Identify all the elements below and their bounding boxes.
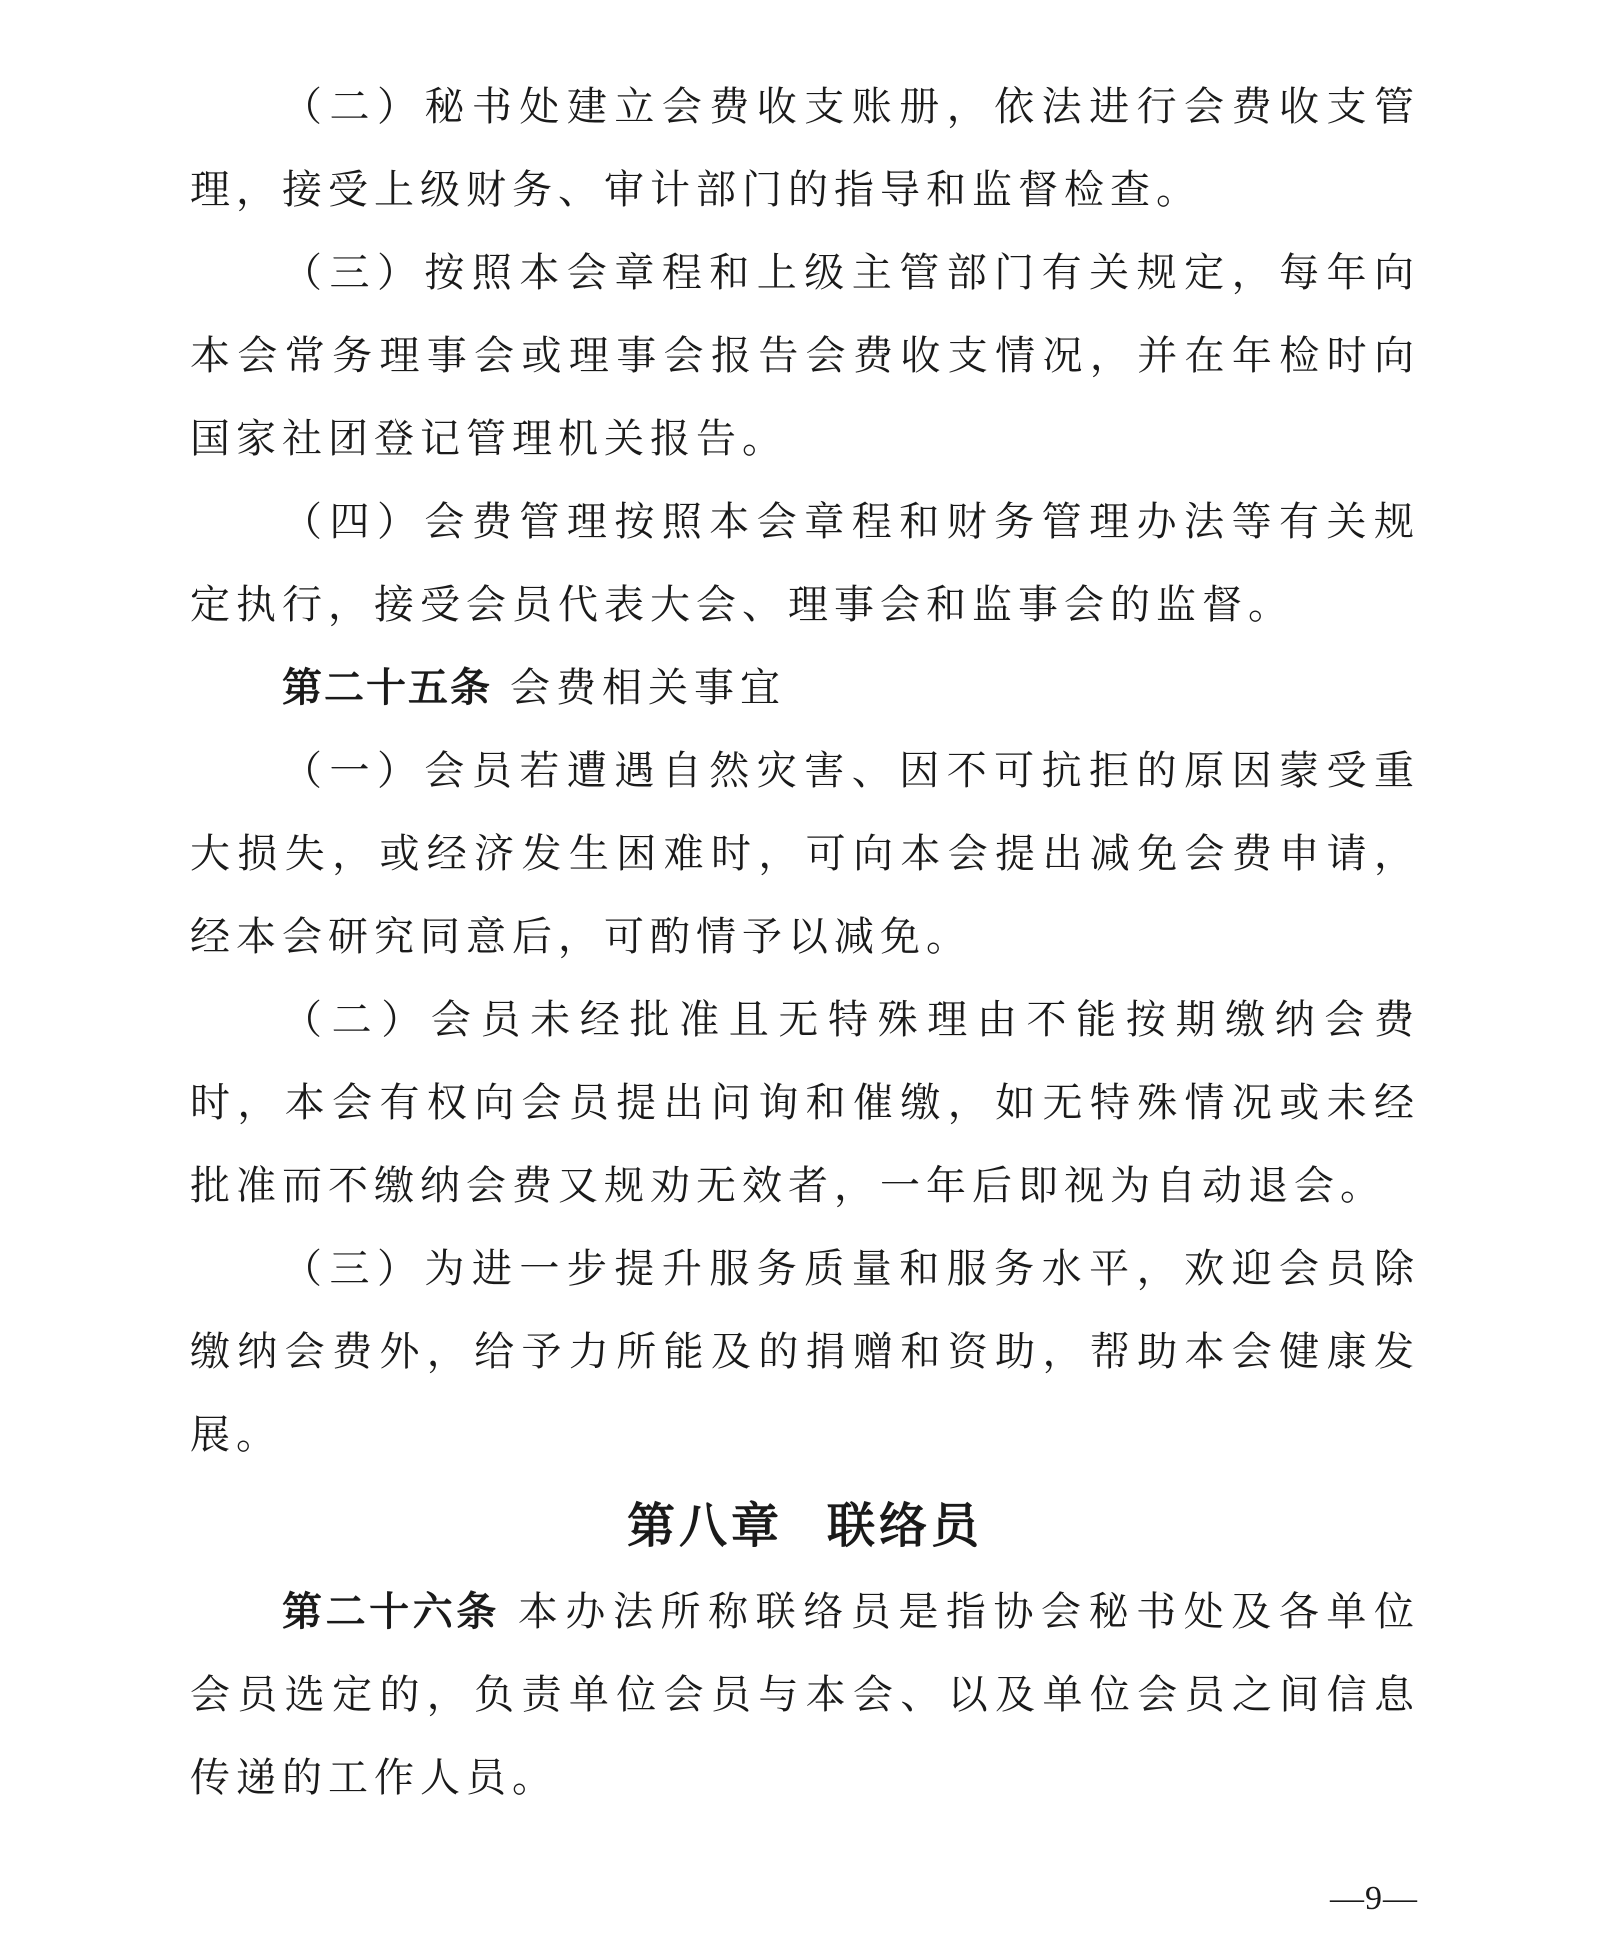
article-25-number: 第二十五条 [282, 665, 492, 711]
chapter-number: 第八章 [626, 1498, 783, 1554]
chapter-title: 联络员 [827, 1498, 984, 1554]
article-26-paragraph [190, 1571, 1420, 1820]
paragraph-finance-4: （四）会费管理按照本会章程和财务管理办法等有关规定执行，接受会员代表大会、理事会和监事会的监督。 [190, 499, 1420, 628]
page-number: —9— [1330, 1880, 1418, 1917]
paragraph-finance-3: （三）按照本会章程和上级主管部门有关规定，每年向本会常务理事会或理事会报告会费收支情况，并在年检时向国家社团登记管理机关报告。 [190, 250, 1420, 462]
paragraph-fee-1: （一）会员若遭遇自然灾害、因不可抗拒的原因蒙受重大损失，或经济发生困难时，可向本会提出减免会费申请，经本会研究同意后，可酌情予以减免。 [190, 748, 1420, 960]
article-26-number: 第二十六条 [282, 1589, 500, 1635]
article-25-heading-line [190, 647, 1420, 730]
chapter-heading [190, 1481, 1420, 1571]
paragraph-finance-2: （二）秘书处建立会费收支账册，依法进行会费收支管理，接受上级财务、审计部门的指导和监督检查。 [190, 84, 1420, 213]
paragraph-fee-3: （三）为进一步提升服务质量和服务水平，欢迎会员除缴纳会费外，给予力所能及的捐赠和资助，帮助本会健康发展。 [190, 1246, 1420, 1458]
paragraph-fee-2: （二）会员未经批准且无特殊理由不能按期缴纳会费时，本会有权向会员提出问询和催缴，如无特殊情况或未经批准而不缴纳会费又规劝无效者，一年后即视为自动退会。 [190, 997, 1420, 1209]
article-25-title: 会费相关事宜 [510, 665, 786, 711]
document-body [190, 66, 1420, 1820]
article-26-text: 本办法所称联络员是指协会秘书处及各单位会员选定的，负责单位会员与本会、以及单位会员之间信息传递的工作人员。 [190, 1589, 1421, 1801]
